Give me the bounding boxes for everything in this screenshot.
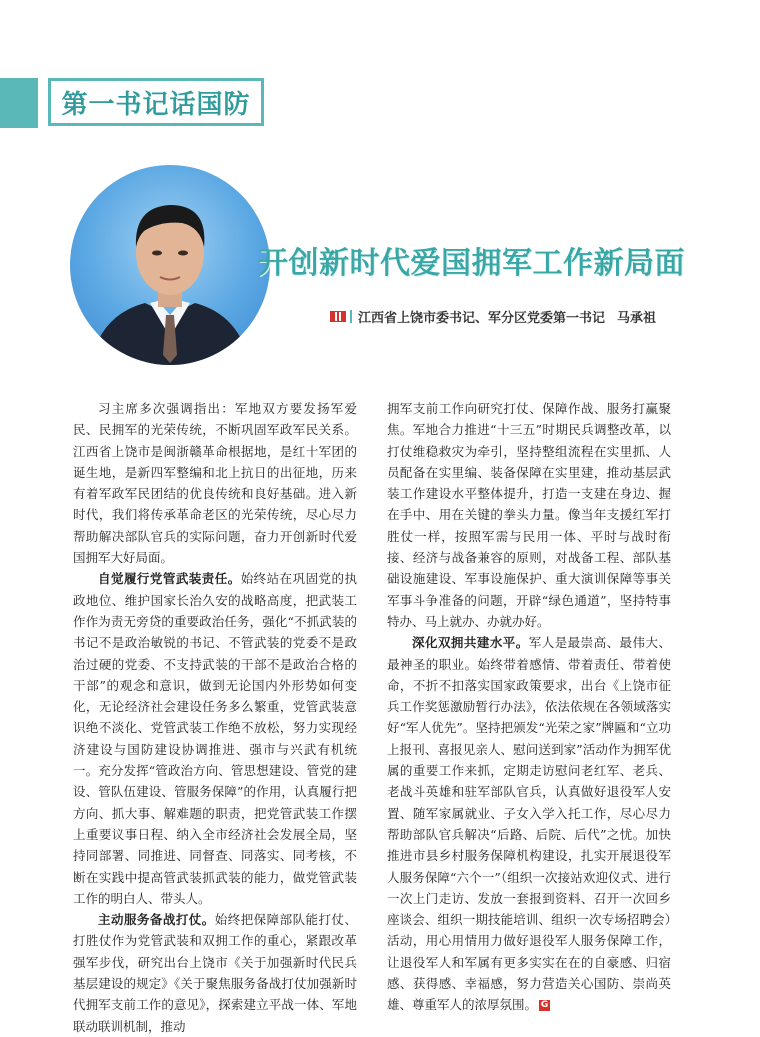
section-title: 第一书记话国防 bbox=[61, 89, 251, 120]
section-accent-bar bbox=[0, 78, 38, 128]
end-mark-icon: G bbox=[540, 1000, 549, 1011]
flag-icon bbox=[330, 311, 346, 322]
article-paragraph bbox=[387, 398, 671, 632]
article-column-left bbox=[73, 398, 357, 1037]
paragraph-text: 拥军支前工作向研究打仗、保障作战、服务打赢聚焦。军地合力推进“十三五”时期民兵调整改革，以打仗维稳救灾为牵引，坚持整组流程在实里抓、人员配备在实里编、装备保障在实里建，推动基层武装工作建设水平整体提升，打造一支建在身边、握在手中、用在关键的拳头力量。像当年支援红军打胜仗一样，按照军需与民用一体、平时与战时衔接、经济与战备兼容的原则，对战备工程、部队基础设施建设、军事设施保护、重大演训保障等事关军事斗争准备的问题，开辟“绿色通道”，坚持特事特办、马上就办、办就办好。 bbox=[387, 401, 671, 629]
byline-divider bbox=[350, 310, 352, 323]
paragraph-text: 始终站在巩固党的执政地位、维护国家长治久安的战略高度，把武装工作作为责无旁贷的重要政治任务，强化“不抓武装的书记不是政治敏锐的书记、不管武装的党委不是政治过硬的党委、不支持武装的干部不是政治合格的干部”的观念和意识，做到无论国内外形势如何变化，无论经济社会建设任务多么繁重，党管武装意识绝不淡化、党管武装工作绝不放松，努力实现经济建设与国防建设协调推进、强市与兴武有机统一。充分发挥“管政治方向、管思想建设、管党的建设、管队伍建设、管服务保障”的作用，认真履行把方向、抓大事、解难题的职责，把党管武装工作摆上重要议事日程、纳入全市经济社会发展全局，坚持同部署、同推进、同督查、同落实、同考核，不断在实践中提高管武装抓武装的能力，做党管武装工作的明白人、带头人。 bbox=[73, 571, 357, 906]
paragraph-lead: 自觉履行党管武装责任。 bbox=[98, 571, 241, 587]
paragraph-text: 始终把保障部队能打仗、打胜仗作为党管武装和双拥工作的重心，紧跟改革强军步伐，研究出台上饶市《关于加强新时代民兵基层建设的规定》《关于聚焦服务备战打仗加强新时代拥军支前工作的意见》，探索建立平战一体、军地联动联训机制，推动 bbox=[73, 912, 357, 1034]
paragraph-text: 习主席多次强调指出：军地双方要发扬军爱民、民拥军的光荣传统，不断巩固军政军民关系。江西省上饶市是闽浙赣革命根据地，是红十军团的诞生地，是新四军整编和北上抗日的出征地，历来有着军政军民团结的优良传统和良好基础。进入新时代，我们将传承革命老区的光荣传统，尽心尽力帮助解决部队官兵的实际问题，奋力开创新时代爱国拥军大好局面。 bbox=[73, 401, 357, 566]
article-paragraph bbox=[73, 398, 357, 568]
section-header bbox=[48, 78, 264, 126]
paragraph-text: 军人是最崇高、最伟大、最神圣的职业。始终带着感情、带着责任、带着使命，不折不扣落实国家政策要求，出台《上饶市征兵工作奖惩激励暂行办法》，依法依规在各领域落实好“军人优先”。坚持把颁发“光荣之家”牌匾和“立功上报刊、喜报见亲人、慰问送到家”活动作为拥军优属的重要工作来抓，定期走访慰问老红军、老兵、老战斗英雄和驻军部队官兵，认真做好退役军人安置、随军家属就业、子女入学入托工作，尽心尽力帮助部队官兵解决“后路、后院、后代”之忧。加快推进市县乡村服务保障机构建设，扎实开展退役军人服务保障“六个一”（组织一次接站欢迎仪式、进行一次上门走访、发放一套报到资料、召开一次回乡座谈会、组织一期技能培训、组织一次专场招聘会）活动，用心用情用力做好退役军人服务保障工作，让退役军人和军属有更多实实在在的自豪感、归宿感、获得感、幸福感，努力营造关心国防、崇尚英雄、尊重军人的浓厚氛围。 bbox=[387, 635, 671, 1013]
byline-role: 江西省上饶市委书记、军分区党委第一书记 bbox=[358, 311, 606, 326]
article-headline: 开创新时代爱国拥军工作新局面 bbox=[258, 246, 685, 281]
byline bbox=[330, 307, 690, 326]
author-portrait bbox=[70, 165, 270, 365]
paragraph-lead: 主动服务备战打仗。 bbox=[98, 912, 215, 928]
byline-author-name: 马承祖 bbox=[617, 311, 657, 326]
article-paragraph bbox=[73, 568, 357, 909]
article-paragraph bbox=[387, 632, 671, 1015]
article-paragraph bbox=[73, 909, 357, 1037]
article-column-right bbox=[387, 398, 671, 1016]
paragraph-lead: 深化双拥共建水平。 bbox=[412, 635, 529, 651]
portrait-illustration bbox=[70, 165, 270, 365]
